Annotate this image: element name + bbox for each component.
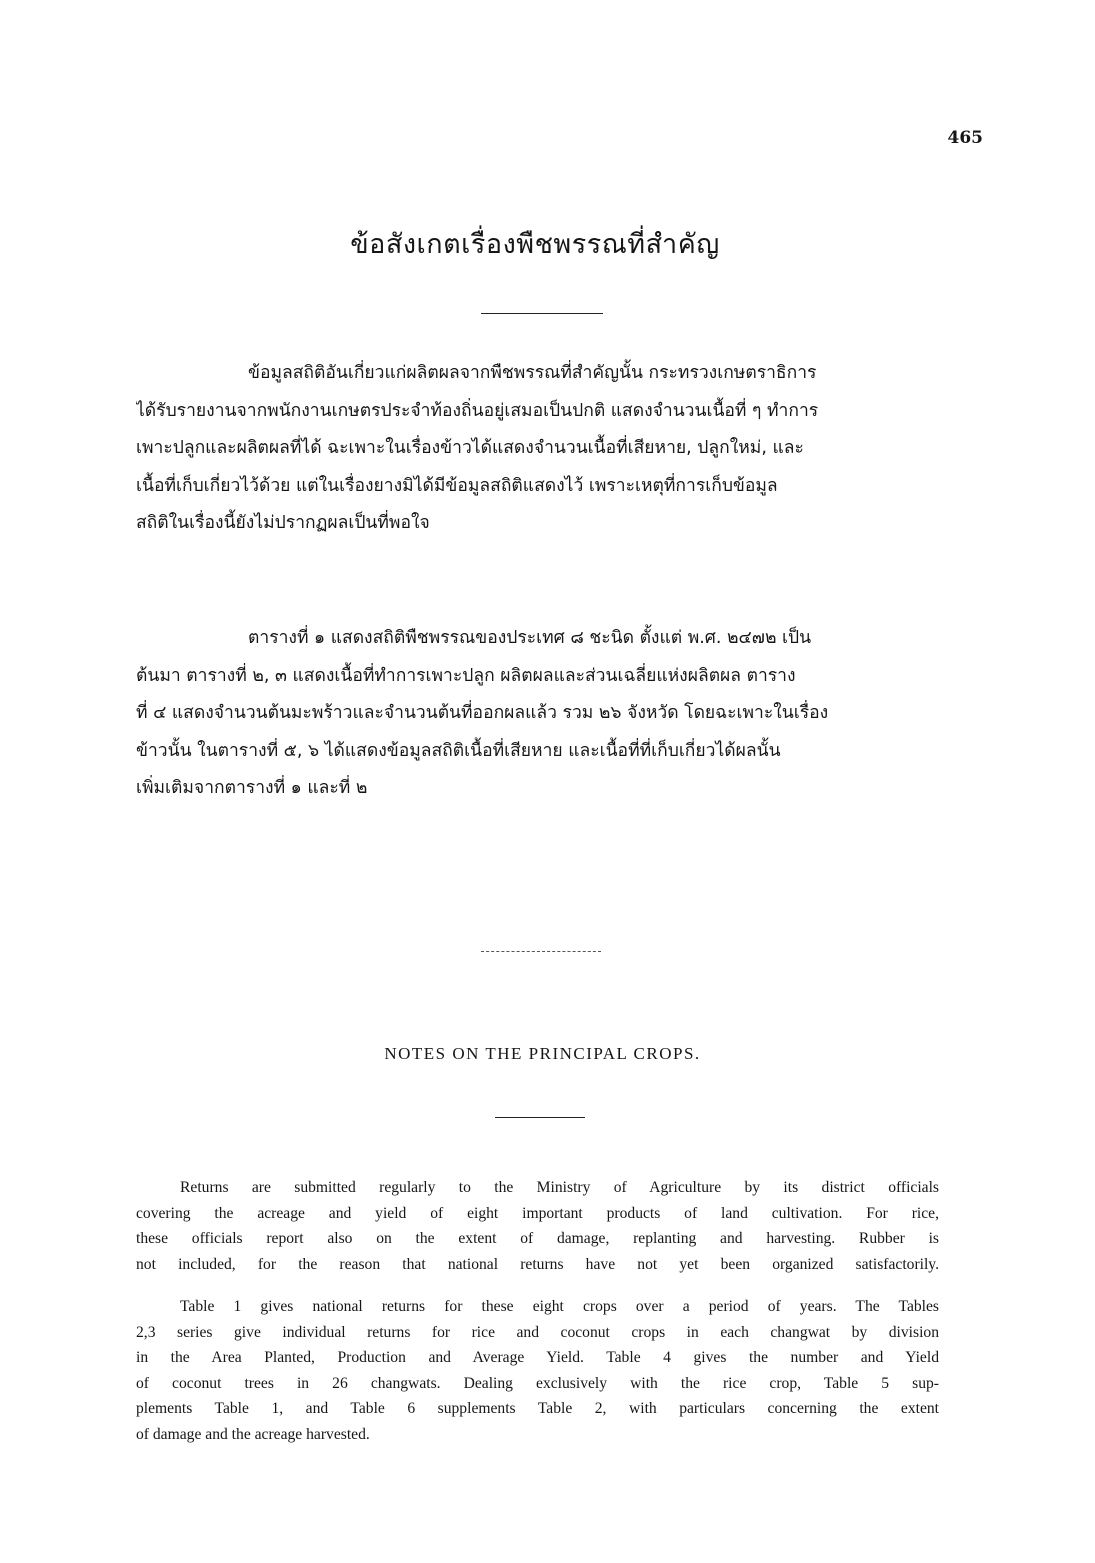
english-p2-line: in the Area Planted, Production and Average Yield. Table 4 gives the number and Yield — [136, 1349, 939, 1366]
thai-p2-line: ต้นมา ตารางที่ ๒, ๓ แสดงเนื้อที่ทำการเพาะปลูก ผลิตผลและส่วนเฉลี่ยแห่งผลิตผล ตาราง — [136, 665, 796, 686]
thai-p1-line: สถิติในเรื่องนี้ยังไม่ปรากฏผลเป็นที่พอใจ — [136, 513, 430, 533]
page-number: 465 — [947, 128, 983, 148]
english-section-title: NOTES ON THE PRINCIPAL CROPS. — [384, 1044, 701, 1063]
english-p2-line: plements Table 1, and Table 6 supplements Table 2, with particulars concerning the extent — [136, 1400, 939, 1417]
thai-p1-line: เพาะปลูกและผลิตผลที่ได้ ฉะเพาะในเรื่องข้าวได้แสดงจำนวนเนื้อที่เสียหาย, ปลูกใหม่, และ — [136, 438, 804, 458]
thai-p2-line: ข้าวนั้น ในตารางที่ ๕, ๖ ได้แสดงข้อมูลสถิติเนื้อที่เสียหาย และเนื้อที่ที่เก็บเกี่ยวได้ผลนั้น — [136, 740, 781, 761]
english-p1-line: Returns are submitted regularly to the Ministry of Agriculture by its district officials — [180, 1179, 939, 1196]
thai-p2-line: ที่ ๔ แสดงจำนวนต้นมะพร้าวและจำนวนต้นที่ออกผลแล้ว รวม ๒๖ จังหวัด โดยฉะเพาะในเรื่อง — [136, 703, 829, 723]
english-p1-line: covering the acreage and yield of eight important products of land cultivation. For rice, — [136, 1204, 939, 1222]
title-divider-thai — [481, 313, 603, 314]
section-separator — [481, 951, 601, 952]
thai-p2-line: ตารางที่ ๑ แสดงสถิติพืชพรรณของประเทศ ๘ ชะนิด ตั้งแต่ พ.ศ. ๒๔๗๒ เป็น — [248, 628, 812, 648]
english-p2-line: Table 1 gives national returns for these eight crops over a period of years. The Tables — [180, 1298, 939, 1315]
english-p2-line: 2,3 series give individual returns for rice and coconut crops in each changwat by division — [136, 1323, 939, 1341]
thai-paragraph-1 — [136, 355, 944, 543]
english-p2-line: of coconut trees in 26 changwats. Dealing exclusively with the rice crop, Table 5 sup- — [136, 1374, 939, 1392]
thai-p1-line: ได้รับรายงานจากพนักงานเกษตรประจำท้องถิ่นอยู่เสมอเป็นปกติ แสดงจำนวนเนื้อที่ ๆ ทำการ — [136, 400, 819, 421]
thai-p1-line: เนื้อที่เก็บเกี่ยวไว้ด้วย แต่ในเรื่องยางมิได้มีข้อมูลสถิติแสดงไว้ เพราะเหตุที่การเก็บข้อมูล — [136, 475, 778, 496]
thai-p1-line: ข้อมูลสถิติอันเกี่ยวแก่ผลิตผลจากพืชพรรณที่สำคัญนั้น กระทรวงเกษตราธิการ — [248, 363, 817, 383]
title-divider-english — [495, 1117, 585, 1118]
english-p2-line: of damage and the acreage harvested. — [136, 1425, 370, 1443]
english-p1-line: not included, for the reason that national returns have not yet been organized satisfactorily. — [136, 1255, 939, 1273]
thai-p2-line: เพิ่มเติมจากตารางที่ ๑ และที่ ๒ — [136, 778, 368, 798]
thai-paragraph-2 — [136, 620, 944, 808]
english-paragraph-1 — [136, 1175, 939, 1277]
english-paragraph-2 — [136, 1294, 939, 1447]
english-p1-line: these officials report also on the extent of damage, replanting and harvesting. Rubber is — [136, 1230, 939, 1247]
thai-section-title: ข้อสังเกตเรื่องพืชพรรณที่สำคัญ — [350, 229, 720, 260]
